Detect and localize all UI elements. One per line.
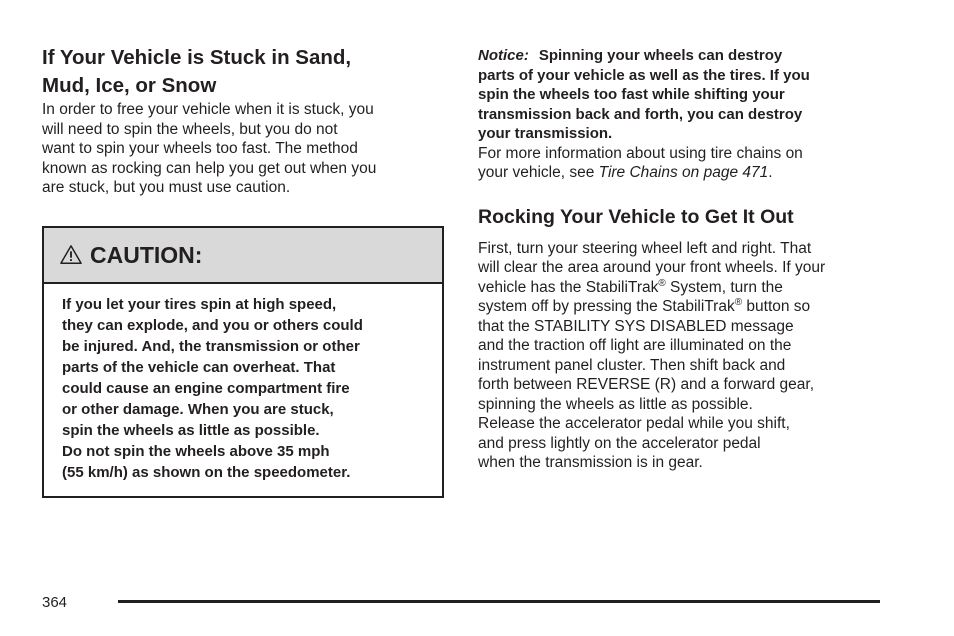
rocking-line: forth between REVERSE (R) and a forward gear, xyxy=(478,376,814,393)
rocking-line: Release the accelerator pedal while you shift, xyxy=(478,415,790,432)
rocking-line: spinning the wheels as little as possible. xyxy=(478,395,753,413)
more-info-suffix: . xyxy=(768,164,773,181)
notice-line: spin the wheels too fast while shifting your xyxy=(478,86,785,103)
right-column xyxy=(478,46,878,473)
intro-paragraph xyxy=(42,100,434,198)
section-title xyxy=(42,44,444,100)
notice-line: Spinning your wheels can destroy xyxy=(538,47,783,64)
registered-mark: ® xyxy=(658,277,666,289)
caution-line: they can explode, and you or others could xyxy=(62,317,363,334)
notice-line: your transmission. xyxy=(478,125,613,142)
warning-triangle-icon xyxy=(60,244,82,266)
notice-paragraph xyxy=(478,46,878,144)
intro-line: In order to free your vehicle when it is stuck, you xyxy=(42,101,374,118)
rocking-line: when the transmission is in gear. xyxy=(478,454,703,471)
notice-label: Notice: xyxy=(478,47,529,64)
caution-box xyxy=(42,226,444,498)
intro-line: will need to spin the wheels, but you do not xyxy=(42,120,338,138)
more-info-line: For more information about using tire chains on xyxy=(478,144,803,162)
rocking-line: First, turn your steering wheel left and right. That xyxy=(478,239,812,257)
section-title-line-1: If Your Vehicle is Stuck in Sand, xyxy=(42,46,352,69)
caution-line: If you let your tires spin at high speed, xyxy=(62,296,337,313)
rocking-line: system off by pressing the StabiliTrak xyxy=(478,298,735,315)
registered-mark: ® xyxy=(734,296,743,308)
caution-line: (55 km/h) as shown on the speedometer. xyxy=(62,464,351,481)
caution-line: parts of the vehicle can overheat. That xyxy=(62,359,336,376)
rocking-line: instrument panel cluster. Then shift back and xyxy=(478,356,786,374)
caution-header xyxy=(44,228,442,284)
caution-line: Do not spin the wheels above 35 mph xyxy=(62,443,330,460)
subsection-title: Rocking Your Vehicle to Get It Out xyxy=(478,205,794,228)
rocking-line: will clear the area around your front wheels. If your xyxy=(478,259,826,276)
rocking-line: and press lightly on the accelerator pedal xyxy=(478,434,761,452)
caution-line: could cause an engine compartment fire xyxy=(62,380,350,397)
left-column xyxy=(42,44,444,198)
caution-body xyxy=(44,284,442,483)
page-reference: Tire Chains on page 471 xyxy=(598,164,769,181)
rocking-line: vehicle has the StabiliTrak xyxy=(478,278,659,296)
caution-line: or other damage. When you are stuck, xyxy=(62,401,334,418)
page-number: 364 xyxy=(42,594,68,611)
caution-title: CAUTION: xyxy=(90,241,203,268)
footer-rule xyxy=(118,600,880,603)
intro-line: want to spin your wheels too fast. The method xyxy=(42,140,358,157)
caution-line: be injured. And, the transmission or other xyxy=(62,338,360,355)
notice-line: parts of your vehicle as well as the tires. If you xyxy=(478,66,810,84)
rocking-line: and the traction off light are illuminated on the xyxy=(478,337,792,354)
intro-line: known as rocking can help you get out when you xyxy=(42,159,377,177)
more-info-line: your vehicle, see xyxy=(478,164,599,181)
section-title-line-2: Mud, Ice, or Snow xyxy=(42,74,217,97)
intro-line: are stuck, but you must use caution. xyxy=(42,179,291,196)
caution-line: spin the wheels as little as possible. xyxy=(62,422,320,439)
notice-line: transmission back and forth, you can destroy xyxy=(478,105,803,123)
rocking-line: System, turn the xyxy=(665,278,783,296)
more-info-paragraph xyxy=(478,144,878,183)
rocking-line: button so xyxy=(742,298,811,315)
rocking-paragraph xyxy=(478,239,878,473)
rocking-line: that the STABILITY SYS DISABLED message xyxy=(478,317,794,335)
